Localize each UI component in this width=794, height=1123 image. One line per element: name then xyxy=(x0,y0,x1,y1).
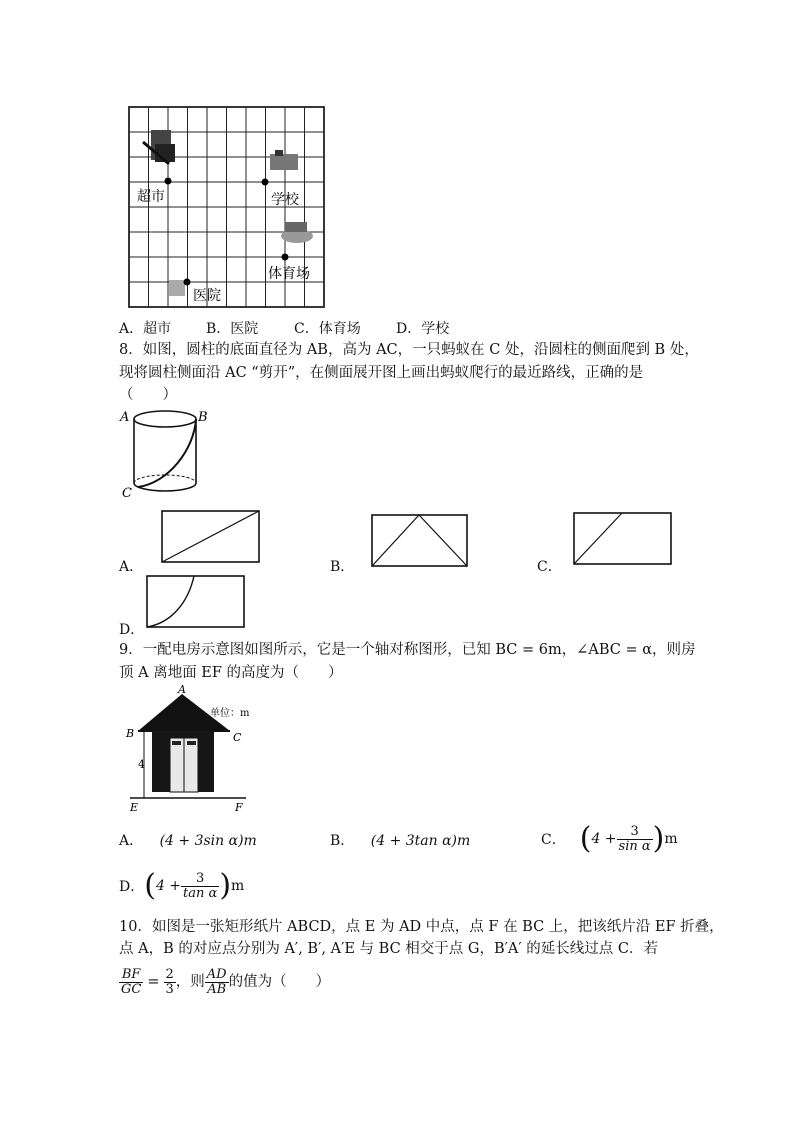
supermarket-label: 超市 xyxy=(137,189,165,205)
supermarket-building-icon xyxy=(143,130,175,164)
q7-option-a[interactable]: A．超市 xyxy=(119,321,172,337)
q10-eq: = xyxy=(147,974,160,990)
q9-option-d-num: 3 xyxy=(181,872,219,887)
q8-option-b-label[interactable]: B． xyxy=(330,559,355,575)
q10-stem-line3 xyxy=(119,961,330,1003)
q8-stem-line2: 现将圆柱侧面沿 AC “剪开”，在侧面展开图上画出蚂蚁爬行的最近路线，正确的是 xyxy=(119,365,644,381)
q8-option-a-figure[interactable] xyxy=(161,510,261,564)
q10-tail-text: 的值为（ ） xyxy=(228,974,331,990)
fig-label-b: B xyxy=(126,727,135,740)
unit-label: 单位：m xyxy=(210,708,250,719)
map-grid-figure xyxy=(125,104,329,310)
q7-option-b[interactable]: B．医院 xyxy=(206,321,259,337)
fig-label-c: C xyxy=(233,731,242,744)
q9-option-b-label: B． xyxy=(330,833,355,849)
stadium-label: 体育场 xyxy=(268,266,310,282)
q10-stem-line1: 10．如图是一张矩形纸片 ABCD，点 E 为 AD 中点，点 F 在 BC 上，把该纸片沿 EF 折叠， xyxy=(119,919,724,935)
cyl-label-a: A xyxy=(120,410,130,425)
q10-frac2-den: 3 xyxy=(165,981,174,997)
q8-option-d-figure[interactable] xyxy=(146,575,246,629)
q8-option-b-figure[interactable] xyxy=(371,514,469,567)
q10-frac1-num: BF xyxy=(119,968,143,983)
q8-stem-line1: 8．如图，圆柱的底面直径为 AB，高为 AC，一只蚂蚁在 C 处，沿圆柱的侧面爬到 B 处， xyxy=(119,342,699,358)
q9-option-c-num: 3 xyxy=(617,825,653,840)
q10-stem-line2: 点 A，B 的对应点分别为 A′, B′, A′E 与 BC 相交于点 G，B′A′ 的延长线过点 C．若 xyxy=(119,941,659,957)
cyl-label-b: B xyxy=(198,410,208,425)
q10-frac3-den: AB xyxy=(207,981,227,997)
q8-option-a-label[interactable]: A． xyxy=(119,559,144,575)
q10-frac2-num: 2 xyxy=(165,966,174,982)
school-label: 学校 xyxy=(271,192,299,208)
q9-option-d-unit: m xyxy=(231,878,245,894)
stadium-point xyxy=(282,254,289,261)
q9-option-c-pre: 4 + xyxy=(591,831,617,847)
q9-option-c-unit: m xyxy=(664,831,678,847)
q9-option-d-pre: 4 + xyxy=(155,878,182,894)
q9-option-a-label: A． xyxy=(119,833,144,849)
fig-label-e: E xyxy=(130,801,139,812)
power-house-figure xyxy=(118,684,268,812)
cyl-label-c: C xyxy=(122,486,132,500)
q9-option-c-label: C． xyxy=(541,832,566,848)
q8-option-d-label[interactable]: D． xyxy=(119,622,145,638)
q9-option-b-expr: (4 + 3tan α)m xyxy=(370,833,471,849)
q9-option-c[interactable]: C． ( 4 + $\frac{3}{\text{sin α}}$ ) m xyxy=(541,821,678,856)
school-building-icon xyxy=(270,150,298,170)
q7-option-c[interactable]: C．体育场 xyxy=(294,321,361,337)
q10-frac3-num: AD xyxy=(206,966,227,982)
hospital-point xyxy=(184,279,191,286)
q10-frac1-den: GC xyxy=(121,981,142,997)
height-label: 4 xyxy=(138,758,145,771)
q9-stem-line2: 顶 A 离地面 EF 的高度为（ ） xyxy=(119,665,343,681)
cylinder-figure xyxy=(118,405,210,500)
q9-option-d-den: tan α xyxy=(183,885,218,901)
supermarket-point xyxy=(165,178,172,185)
q8-option-c-label[interactable]: C． xyxy=(537,559,562,575)
q9-option-c-den: sin α xyxy=(618,838,651,854)
q9-option-b[interactable] xyxy=(330,830,470,850)
fig-label-a: A xyxy=(178,684,186,696)
fig-label-f: F xyxy=(235,801,243,812)
q8-stem-line3: （ ） xyxy=(119,387,177,403)
q7-option-d[interactable]: D．学校 xyxy=(396,321,450,337)
hospital-building-icon xyxy=(169,280,185,296)
q9-option-a[interactable] xyxy=(119,830,257,850)
q9-option-d-label: D． xyxy=(119,879,145,895)
q10-mid-text: ，则 xyxy=(175,974,205,990)
stadium-building-icon xyxy=(281,222,313,243)
q9-option-a-expr: (4 + 3sin α)m xyxy=(159,833,257,849)
q9-option-d[interactable]: D． ( 4 + $\frac{3}{\text{tan α}}$ ) m xyxy=(119,868,245,903)
hospital-label: 医院 xyxy=(193,288,221,304)
school-point xyxy=(262,179,269,186)
q8-option-c-figure[interactable] xyxy=(573,512,673,566)
q9-stem-line1: 9．一配电房示意图如图所示，它是一个轴对称图形，已知 BC = 6m，∠ABC = α，则房 xyxy=(119,642,696,658)
